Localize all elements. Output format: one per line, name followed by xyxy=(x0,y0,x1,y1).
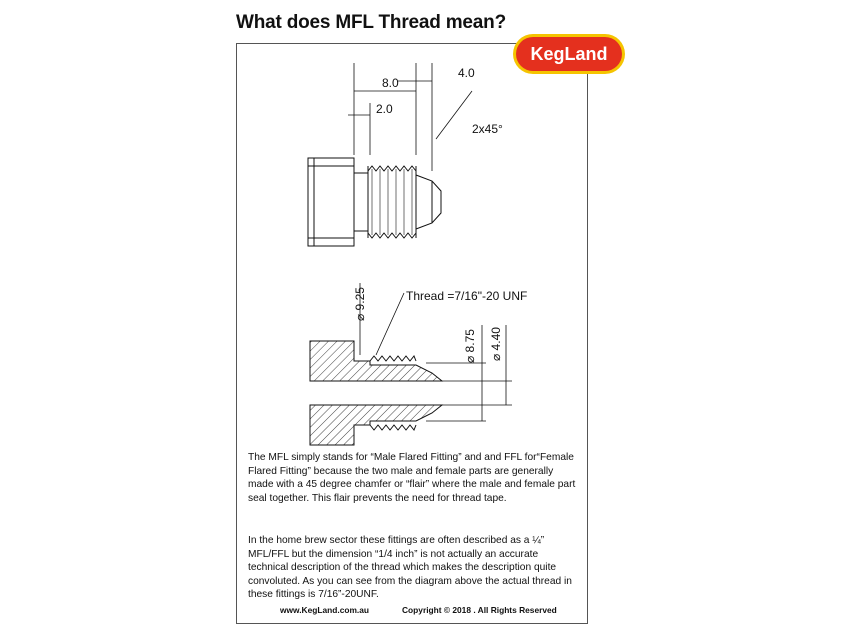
footer-website: www.KegLand.com.au xyxy=(280,605,370,615)
dim-8-label: 8.0 xyxy=(382,76,399,90)
thread-label: Thread =7/16"-20 UNF xyxy=(406,289,528,303)
page-title: What does MFL Thread mean? xyxy=(236,12,506,33)
dia-875-label: ⌀ 8.75 xyxy=(463,329,477,363)
footer-copyright: Copyright © 2018 . All Rights Reserved xyxy=(402,605,557,615)
dim-2-label: 2.0 xyxy=(376,102,393,116)
dim-4-label: 4.0 xyxy=(458,66,475,80)
chamfer-label: 2x45° xyxy=(472,122,503,136)
mfl-technical-drawing xyxy=(236,43,588,453)
fitting-side-view xyxy=(308,158,441,246)
dia-925-label: ⌀ 9.25 xyxy=(353,287,367,321)
fitting-section-view xyxy=(310,341,442,445)
paragraph-thread-description: In the home brew sector these fittings are often described as a ¼” MFL/FFL but the dimension “1/4 inch” is not actually an accurate technical description of the thread which makes the description quite convoluted. As you can see from the diagram above the actual thread in these fittings is 7/16”-20UNF. xyxy=(248,535,572,601)
top-dimensions xyxy=(348,63,472,171)
logo-text: KegLand xyxy=(530,44,608,64)
paragraph-mfl-definition: The MFL simply stands for “Male Flared Fitting” and and FFL for“Female Flared Fitting” because the two male and female parts are generally made with a 45 degree chamfer or “flair” where the male and female part seal together. This flair prevents the need for thread tape. xyxy=(248,452,576,504)
dia-440-label: ⌀ 4.40 xyxy=(489,327,503,361)
